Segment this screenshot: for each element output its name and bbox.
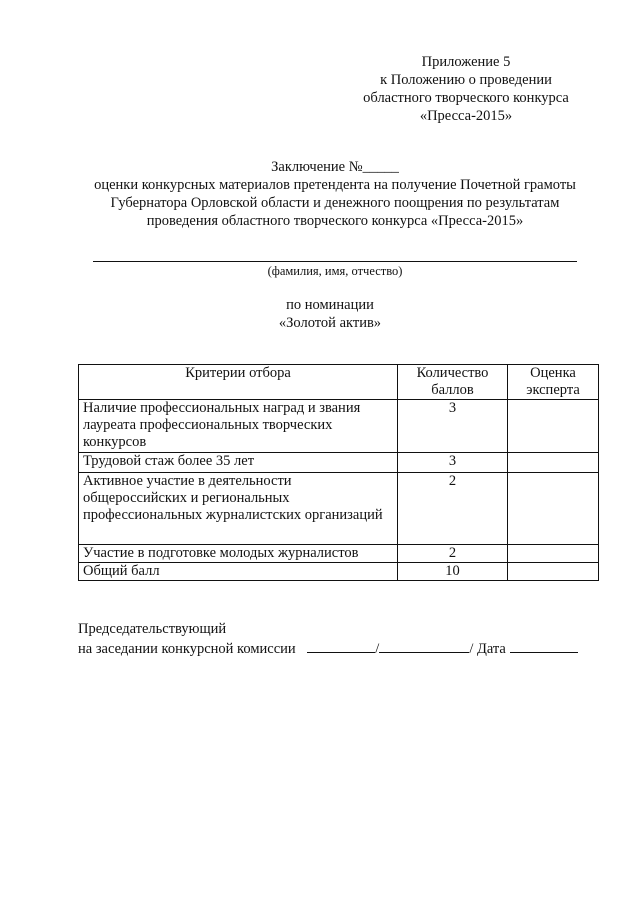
signature-prefix: на заседании конкурсной комиссии — [78, 641, 296, 657]
signature-blank[interactable] — [307, 639, 375, 653]
signature-separator: / — [375, 641, 380, 657]
nomination-label: по номинации — [286, 297, 374, 313]
table-row — [79, 400, 599, 453]
conclusion-heading — [40, 158, 630, 230]
appendix-line-2: к Положению о проведении — [380, 72, 552, 88]
points-cell: 3 — [398, 453, 508, 473]
date-label: / Дата — [469, 641, 506, 657]
table-row — [79, 473, 599, 545]
fio-caption: (фамилия, имя, отчество) — [267, 264, 403, 278]
total-expert-cell[interactable] — [508, 563, 599, 581]
conclusion-line-3: проведения областного творческого конкурса «Пресса-2015» — [146, 213, 524, 229]
points-cell: 2 — [398, 473, 508, 545]
appendix-header — [330, 53, 602, 125]
table-row-total — [79, 563, 599, 581]
appendix-line-3: областного творческого конкурса — [363, 90, 569, 106]
signature-line-1: Председательствующий — [78, 621, 227, 637]
conclusion-line-2: Губернатора Орловской области и денежного поощрения по результатам — [110, 195, 560, 211]
header-points — [398, 365, 508, 400]
criterion-cell: Активное участие в деятельности общероссийских и региональных профессиональных журналистских организаций — [79, 473, 398, 545]
conclusion-title: Заключение №_____ — [271, 159, 399, 175]
header-expert-line-1: Оценка — [530, 365, 576, 381]
total-points-cell: 10 — [398, 563, 508, 581]
points-cell: 3 — [398, 400, 508, 453]
points-cell: 2 — [398, 545, 508, 563]
signature-block — [78, 620, 608, 658]
nomination-block — [80, 296, 580, 332]
expert-score-cell[interactable] — [508, 400, 599, 453]
header-points-line-2: баллов — [431, 382, 474, 398]
criterion-cell: Наличие профессиональных наград и звания лауреата профессиональных творческих конкурсов — [79, 400, 398, 453]
criteria-table — [78, 364, 599, 581]
table-header-row — [79, 365, 599, 400]
name-blank[interactable] — [379, 639, 469, 653]
criterion-cell: Трудовой стаж более 35 лет — [79, 453, 398, 473]
nomination-name: «Золотой актив» — [278, 315, 382, 331]
total-label-cell: Общий балл — [79, 563, 398, 581]
header-criteria: Критерии отбора — [79, 365, 398, 400]
signature-line-2 — [78, 639, 608, 658]
appendix-line-4: «Пресса-2015» — [419, 108, 513, 124]
header-points-line-1: Количество — [416, 365, 489, 381]
expert-score-cell[interactable] — [508, 473, 599, 545]
table-row — [79, 453, 599, 473]
header-expert-line-2: эксперта — [526, 382, 580, 398]
expert-score-cell[interactable] — [508, 453, 599, 473]
criterion-cell: Участие в подготовке молодых журналистов — [79, 545, 398, 563]
conclusion-line-1: оценки конкурсных материалов претендента на получение Почетной грамоты — [94, 177, 576, 193]
appendix-line-1: Приложение 5 — [421, 54, 511, 70]
expert-score-cell[interactable] — [508, 545, 599, 563]
header-expert — [508, 365, 599, 400]
date-blank[interactable] — [510, 639, 578, 653]
table-row — [79, 545, 599, 563]
